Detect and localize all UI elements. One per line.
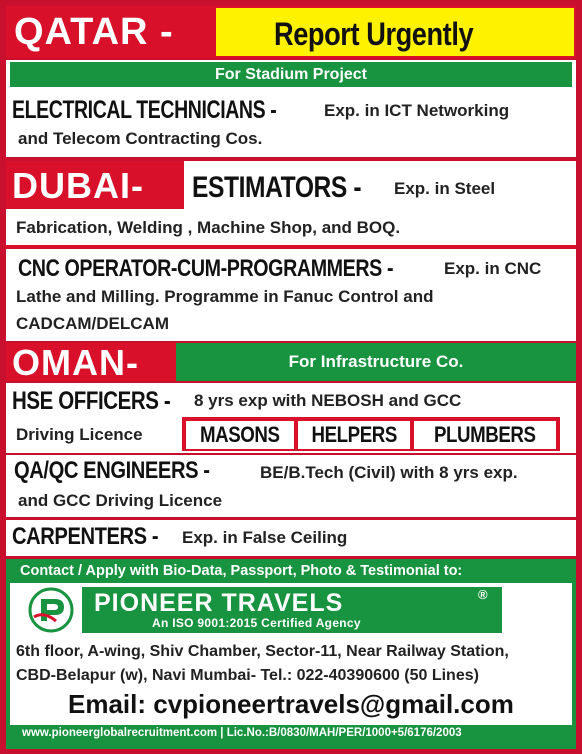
address-line-2: CBD-Belapur (w), Navi Mumbai- Tel.: 022-40390600 (50 Lines) [16, 667, 479, 684]
estimators-desc-1: Exp. in Steel [394, 179, 496, 198]
estimators-title: ESTIMATORS - [192, 171, 362, 204]
dubai-section [6, 161, 576, 341]
registered-mark: ® [478, 587, 488, 602]
hse-desc-1: 8 yrs exp with NEBOSH and GCC [194, 391, 462, 410]
cnc-desc-2: Lathe and Milling. Programme in Fanuc Control and [16, 287, 434, 306]
oman-label [6, 343, 176, 381]
helpers-label: HELPERS [311, 422, 397, 447]
qa-desc-1: BE/B.Tech (Civil) with 8 yrs exp. [260, 463, 518, 482]
hse-desc-2: Driving Licence [16, 425, 143, 444]
contact-section [6, 559, 576, 749]
contact-heading: Contact / Apply with Bio-Data, Passport, Photo & Testimonial to: [20, 563, 463, 579]
qatar-project: For Stadium Project [214, 66, 368, 83]
urgent-banner [214, 6, 576, 58]
footer-web-licence[interactable]: www.pioneerglobalrecruitment.com | Lic.No.:B/0830/MAH/PER/1000+5/6176/2003 [22, 727, 462, 739]
pioneer-logo-icon [26, 587, 76, 633]
oman-project-bar [176, 343, 576, 381]
masons-label: MASONS [200, 422, 280, 447]
oman-hse-section [6, 383, 576, 453]
cnc-title: CNC OPERATOR-CUM-PROGRAMMERS - [18, 255, 394, 282]
dubai-divider [6, 245, 576, 249]
qa-desc-2: and GCC Driving Licence [18, 491, 223, 510]
contact-card [10, 583, 572, 725]
qatar-project-bar [10, 62, 572, 87]
trades-row [182, 417, 560, 451]
carpenters-title: CARPENTERS - [12, 523, 159, 550]
company-name: PIONEER TRAVELS [94, 589, 344, 617]
oman-project: For Infrastructure Co. [288, 352, 464, 371]
dubai-label [6, 161, 184, 209]
helpers-box [298, 421, 410, 449]
oman-qa-section [6, 455, 576, 517]
estimators-desc-2: Fabrication, Welding , Machine Shop, and BOQ. [16, 218, 401, 237]
qatar-section [6, 60, 576, 157]
carpenters-desc: Exp. in False Ceiling [182, 528, 348, 547]
qa-title: QA/QC ENGINEERS - [14, 457, 210, 484]
qatar-header [6, 6, 576, 58]
electrical-title: ELECTRICAL TECHNICIANS - [12, 96, 277, 124]
hse-title: HSE OFFICERS - [12, 387, 171, 415]
plumbers-box [414, 421, 556, 449]
address-line-1: 6th floor, A-wing, Shiv Chamber, Sector-11, Near Railway Station, [16, 643, 509, 660]
cnc-desc-3: CADCAM/DELCAM [16, 314, 169, 333]
oman-carpenters-section [6, 520, 576, 556]
qatar-country: QATAR - [14, 11, 174, 53]
masons-box [186, 421, 294, 449]
company-banner [82, 587, 502, 633]
plumbers-label: PLUMBERS [434, 422, 536, 447]
email-address[interactable]: Email: cvpioneertravels@gmail.com [68, 689, 514, 719]
iso-text: An ISO 9001:2015 Certified Agency [152, 616, 361, 630]
urgent-text: Report Urgently [274, 16, 474, 52]
electrical-desc-1: Exp. in ICT Networking [324, 101, 510, 120]
electrical-desc-2: and Telecom Contracting Cos. [18, 129, 263, 148]
dubai-country: DUBAI- [12, 165, 144, 206]
oman-country: OMAN- [12, 342, 139, 383]
cnc-desc-1: Exp. in CNC [444, 259, 542, 278]
